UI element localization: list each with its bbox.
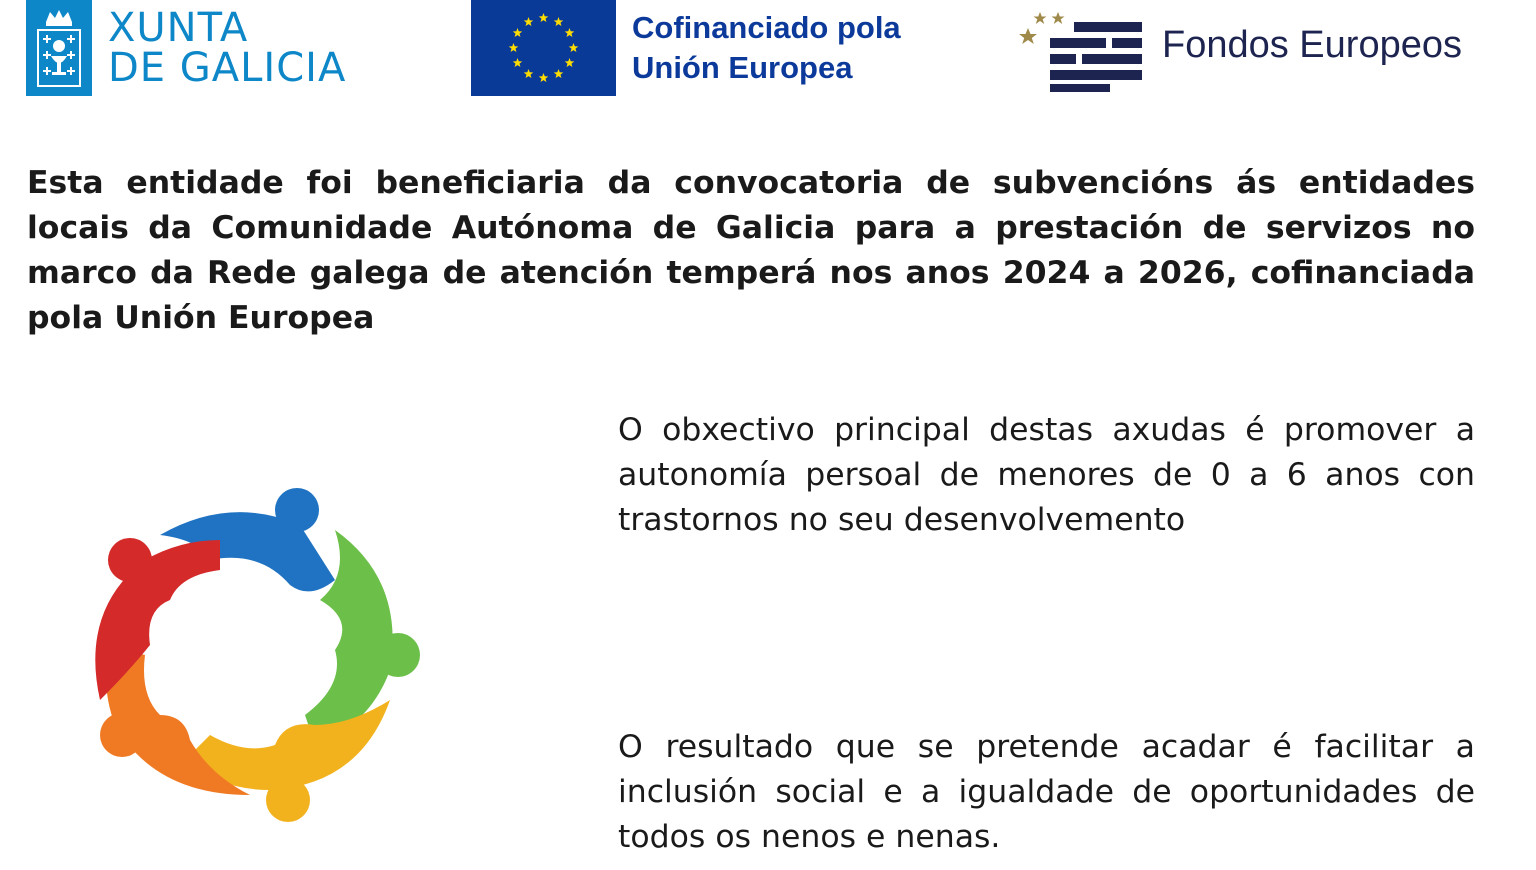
xunta-line2: DE GALICIA [108, 45, 347, 91]
eu-cofinancing-logo [471, 0, 901, 96]
eu-star-icon [539, 73, 549, 82]
eu-star-icon [539, 13, 549, 22]
result-paragraph: O resultado que se pretende acadar é facilitar a inclusión social e a igualdade de oportunidades de todos os nenos e nenas. [618, 729, 1475, 855]
eu-star-icon [524, 17, 534, 26]
xunta-wordmark [108, 5, 347, 91]
people-circle-icon [60, 470, 460, 840]
eu-line2: Unión Europea [632, 50, 853, 85]
fondos-europeos-mark-icon [1018, 8, 1144, 96]
eu-star-icon [509, 43, 519, 52]
eu-star-icon [554, 69, 564, 78]
eu-star-icon [513, 58, 523, 67]
fondos-europeos-logo [1018, 8, 1462, 96]
eu-star-icon [565, 28, 575, 37]
eu-star-icon [569, 43, 579, 52]
eu-star-icon [513, 28, 523, 37]
eu-star-icon [565, 58, 575, 67]
xunta-line1: XUNTA [108, 5, 249, 51]
objective-paragraph: O obxectivo principal destas axudas é promover a autonomía persoal de menores de 0 a 6 anos con trastornos no seu desenvolvemento [618, 412, 1475, 538]
eu-star-icon [554, 17, 564, 26]
eu-cofinancing-text [632, 8, 901, 88]
eu-star-icon [524, 69, 534, 78]
eu-flag-icon [471, 0, 616, 96]
eu-line1: Cofinanciado pola [632, 10, 901, 45]
xunta-emblem-icon [26, 0, 92, 96]
xunta-de-galicia-logo [26, 0, 346, 96]
beneficiary-statement: Esta entidade foi beneficiaria da convocatoria de subvencións ás entidades locais da Comunidade Autónoma de Galicia para a prestación de servizos no marco da Rede galega de atención temperá nos anos 2024 a 2026, cofinanciada pola Unión Europea [27, 165, 1475, 336]
fondos-europeos-label: Fondos Europeos [1162, 24, 1462, 66]
